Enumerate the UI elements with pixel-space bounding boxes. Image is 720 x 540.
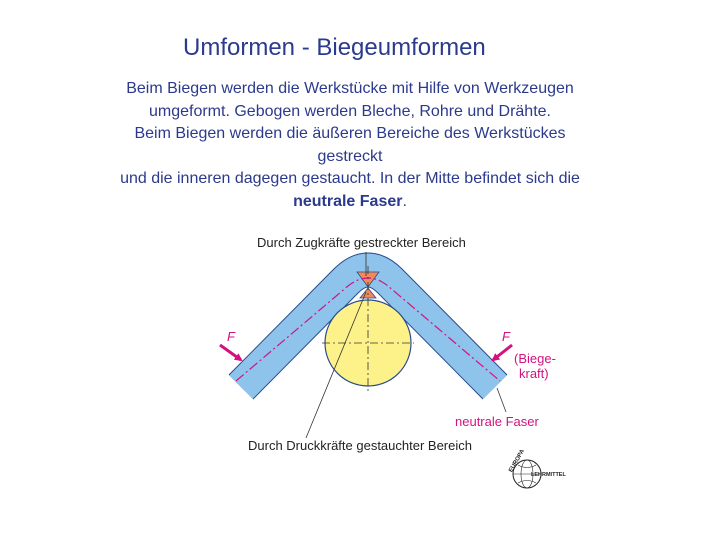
paragraph-line: Beim Biegen werden die äußeren Bereiche des Werkstückes gestreckt — [134, 125, 566, 165]
leader-neutral — [497, 388, 506, 412]
force-label-left: F — [227, 329, 235, 344]
paragraph-line: und die inneren dagegen gestaucht. In der Mitte befindet sich die — [120, 170, 580, 187]
logo-word-top: EUROPA — [508, 448, 527, 474]
europa-lehrmittel-logo — [508, 448, 566, 488]
force-note-line1: (Biege- — [514, 351, 556, 366]
force-arrow-left — [220, 345, 241, 360]
force-arrow-right — [493, 345, 512, 360]
compression-area-label: Durch Druckkräfte gestauchter Bereich — [248, 438, 472, 453]
tension-area-label: Durch Zugkräfte gestreckter Bereich — [257, 235, 466, 250]
page-title: Umformen - Biegeumformen — [183, 34, 486, 61]
force-note-line2: kraft) — [519, 366, 549, 381]
logo-word-side: LEHRMITTEL — [531, 472, 566, 478]
end-punctuation: . — [402, 192, 407, 210]
neutral-fiber-label: neutrale Faser — [455, 414, 539, 429]
paragraph-line: umgeformt. Gebogen werden Bleche, Rohre und Drähte. — [148, 102, 551, 120]
paragraph-line: Beim Biegen werden die Werkstücke mit Hilfe von Werkzeugen — [126, 80, 574, 97]
force-label-right: F — [502, 329, 510, 344]
neutral-fiber-term: neutrale Faser — [293, 192, 403, 210]
